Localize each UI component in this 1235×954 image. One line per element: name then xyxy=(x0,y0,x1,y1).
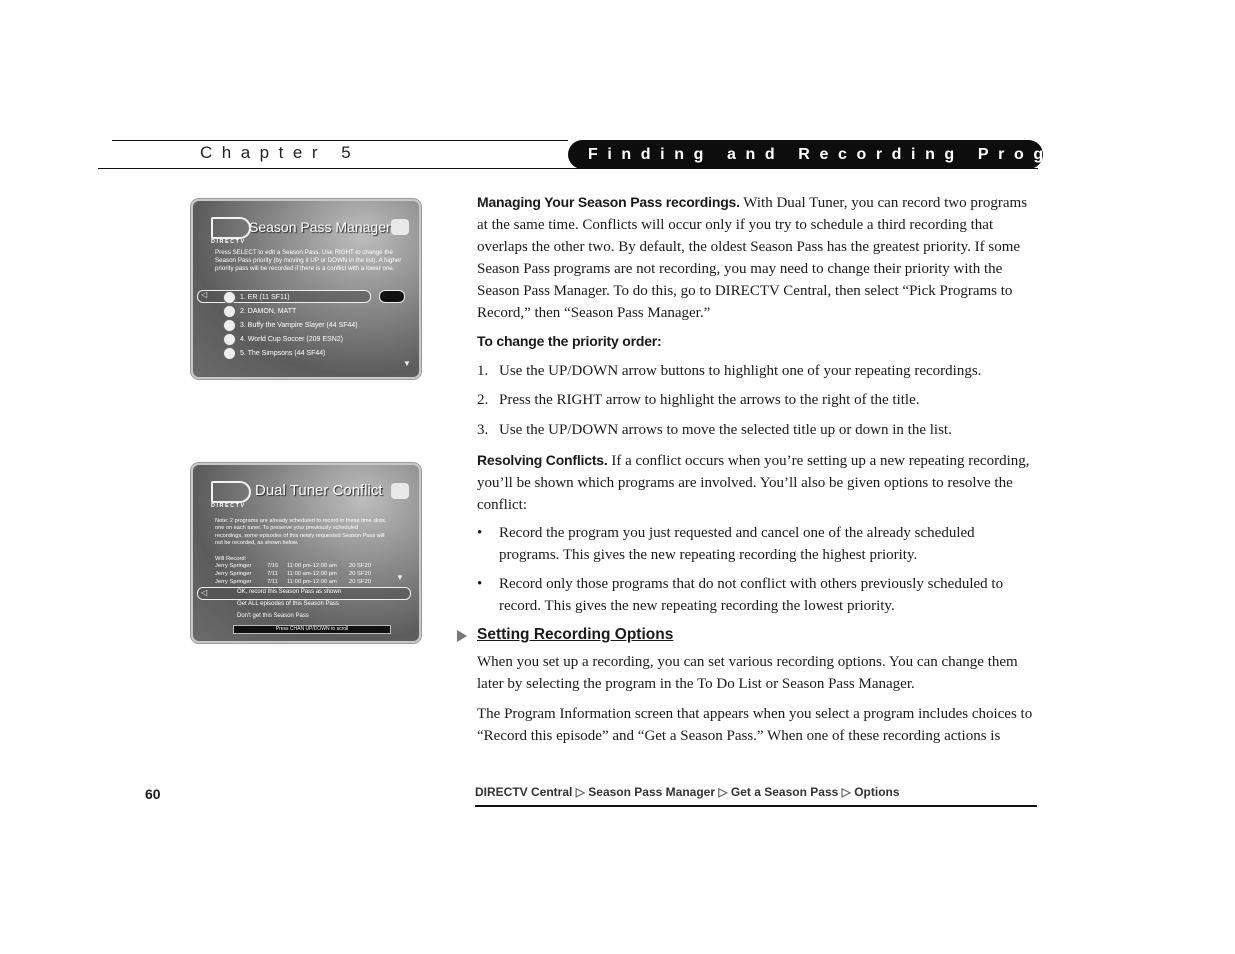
breadcrumb xyxy=(475,785,900,799)
left-arrow-icon: ◁ xyxy=(201,588,208,597)
screen-title: Season Pass Manager xyxy=(249,219,391,235)
breadcrumb-item: DIRECTV Central xyxy=(475,785,573,799)
season-pass-check-icon xyxy=(223,333,236,346)
section-triangle-icon xyxy=(457,630,467,642)
chapter-title-bar: Finding and Recording Programs xyxy=(568,140,1043,169)
directv-logo-icon xyxy=(211,217,251,239)
option-item: Get ALL episodes of this Season Pass xyxy=(237,601,339,607)
body-paragraph-managing: Managing Your Season Pass recordings. With Dual Tuner, you can record two programs at the same time. Conflicts will occur only if you try to schedule a third recording that overlaps the other two. By default, the oldest Season Pass has the greatest priority. If some Season Pass programs are not recording, you may need to change their priority with the Season Pass Manager. To do this, go to DIRECTV Central, then select “Pick Programs to Record,” then “Season Pass Manager.” xyxy=(477,194,1028,321)
directv-logo-text: DIRECTV xyxy=(211,503,246,509)
step-item: 3. Use the UP/DOWN arrows to move the selected title up or down in the list. xyxy=(477,422,952,438)
list-item: 1. ER (11 SF11) xyxy=(223,291,290,304)
directv-logo-text: DIRECTV xyxy=(211,239,246,245)
chapter-label: Chapter 5 xyxy=(200,143,361,162)
body-paragraph-program-info: The Program Information screen that appears when you select a program includes choices to “Record this episode” and “Get a Season Pass.” When one of these recording actions is xyxy=(477,706,1033,744)
breadcrumb-item: Get a Season Pass xyxy=(730,785,839,799)
footer-rule xyxy=(475,805,1037,807)
thumbs-button-icon xyxy=(379,290,405,303)
season-pass-manager-screenshot xyxy=(191,199,421,379)
bullet-icon: • xyxy=(477,525,483,541)
screen-description: Press SELECT to edit a Season Pass. Use RIGHT to change the Season Pass priority (by moving it UP or DOWN in the list). A higher priority pass will be recorded if there is a conflict with a lower one. xyxy=(215,249,402,272)
screen-description: Note: 2 programs are already scheduled to record in these time slots, one on each tuner. To preserve your previously scheduled recordings, some episodes of this newly requested Season Pass will not be recorded, as shown below. xyxy=(215,518,387,547)
list-item: 2. DAMON, MATT xyxy=(223,305,296,318)
bullet-icon: • xyxy=(477,576,483,592)
tivo-mascot-icon xyxy=(391,483,409,499)
breadcrumb-arrow-icon: ▷ xyxy=(575,785,589,799)
table-row: Jerry Springer 7/11 11:00 pm-12:00 am 20 SF20 xyxy=(215,579,371,585)
left-arrow-icon: ◁ xyxy=(201,290,208,299)
breadcrumb-item: Season Pass Manager xyxy=(588,785,715,799)
list-item: 5. The Simpsons (44 SF44) xyxy=(223,347,325,360)
table-row: Jerry Springer 7/10 11:00 pm-12:00 am 20 SF20 xyxy=(215,563,371,569)
season-pass-check-icon xyxy=(223,305,236,318)
dual-tuner-conflict-screenshot xyxy=(191,463,421,643)
season-pass-check-icon xyxy=(223,291,236,304)
breadcrumb-arrow-icon: ▷ xyxy=(718,785,731,799)
scroll-hint: Press CHAN UP/DOWN to scroll xyxy=(233,625,391,634)
paragraph-lead: Resolving Conflicts. xyxy=(477,452,608,468)
header-top-rule xyxy=(112,140,568,141)
breadcrumb-arrow-icon: ▷ xyxy=(841,785,855,799)
bullet-item: • Record only those programs that do not conflict with others previously scheduled to record. This gives the new repeating recording the lowest priority. xyxy=(477,573,1037,617)
season-pass-check-icon xyxy=(223,319,236,332)
screen-title: Dual Tuner Conflict xyxy=(255,482,383,499)
scroll-down-icon: ▼ xyxy=(396,573,404,582)
bullet-item: • Record the program you just requested and cancel one of the already scheduled programs. This gives the new repeating recording the highest priority. xyxy=(477,522,1037,566)
page-number: 60 xyxy=(145,786,161,802)
option-item: Don't get this Season Pass xyxy=(237,613,309,619)
step-item: 2. Press the RIGHT arrow to highlight the arrows to the right of the title. xyxy=(477,392,920,408)
directv-logo-icon xyxy=(211,481,251,503)
scroll-down-icon: ▼ xyxy=(403,359,411,368)
subheading-priority: To change the priority order: xyxy=(477,333,662,349)
breadcrumb-item: Options xyxy=(854,785,900,799)
will-record-label: Will Record: xyxy=(215,556,247,562)
body-paragraph-options: When you set up a recording, you can set various recording options. You can change them later by selecting the program in the To Do List or Season Pass Manager. xyxy=(477,654,1018,692)
list-item: 3. Buffy the Vampire Slayer (44 SF44) xyxy=(223,319,358,332)
table-row: Jerry Springer 7/11 11:00 am-12:00 pm 20 SF20 xyxy=(215,571,371,577)
tivo-mascot-icon xyxy=(391,219,409,235)
list-item: 4. World Cup Soccer (209 ESN2) xyxy=(223,333,343,346)
option-item: OK, record this Season Pass as shown xyxy=(237,589,342,595)
paragraph-lead: Managing Your Season Pass recordings. xyxy=(477,194,740,210)
step-item: 1. Use the UP/DOWN arrow buttons to highlight one of your repeating recordings. xyxy=(477,363,982,379)
body-paragraph-resolving: Resolving Conflicts. If a conflict occurs when you’re setting up a new repeating recording, you’ll be shown which programs are involved. You’ll also be given options to resolve the conflict: xyxy=(477,452,1030,513)
season-pass-check-icon xyxy=(223,347,236,360)
section-heading-link[interactable]: Setting Recording Options xyxy=(477,626,674,643)
